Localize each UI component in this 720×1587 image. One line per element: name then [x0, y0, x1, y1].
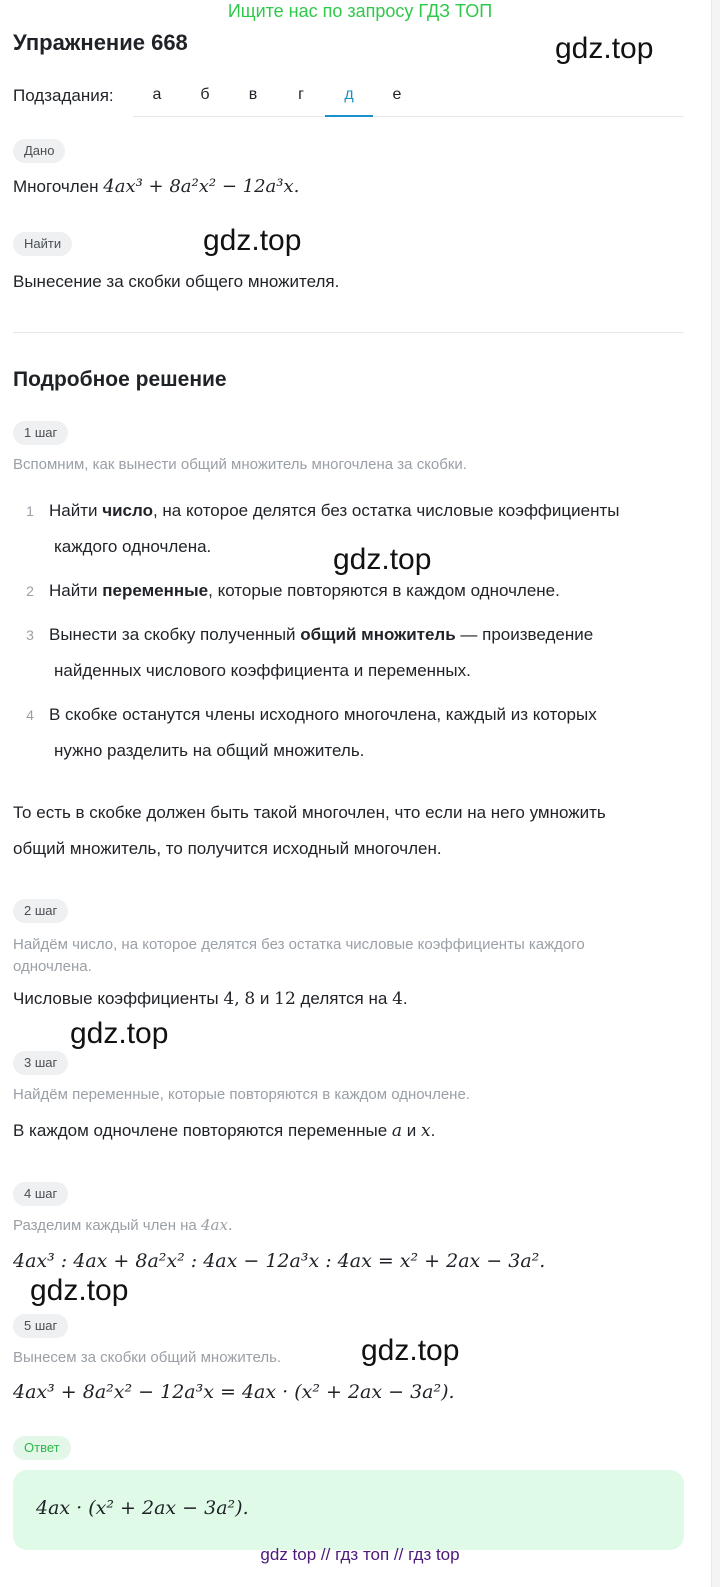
list-item-text: Вынести за скобку полученный [49, 625, 301, 644]
text: В каждом одночлене повторяются переменные [13, 1121, 388, 1140]
tab-d[interactable]: д [325, 78, 373, 116]
list-item-text: В скобке останутся члены исходного многочлена, каждый из которых [49, 705, 597, 724]
tab-b[interactable]: б [200, 86, 210, 103]
list-item-text: — произведение [455, 625, 594, 644]
divider [13, 332, 684, 333]
answer-chip: Ответ [13, 1436, 71, 1460]
answer-box [13, 1470, 684, 1550]
hint-text: Разделим каждый член на [13, 1217, 197, 1234]
subtasks-label: Подзадания: [13, 86, 114, 105]
step2-text [13, 989, 408, 1009]
given-text: Многочлен [13, 177, 99, 196]
text: и [406, 1121, 417, 1140]
list-item-bold: общий множитель [300, 625, 456, 644]
text: . [430, 1121, 436, 1140]
watermark: gdz.top [30, 1274, 129, 1307]
step1-hint: Вспомним, как вынести общий множитель многочлена за скобки. [13, 456, 467, 473]
number: 4 [392, 989, 403, 1009]
paragraph-line: общий множитель, то получится исходный многочлен. [13, 839, 442, 858]
given-chip: Дано [13, 139, 65, 163]
step1-chip: 1 шаг [13, 421, 68, 445]
step4-expression: 4ax³ : 4ax + 8a²x² : 4ax − 12a³x : 4ax = x² + 2ax − 3a². [13, 1250, 546, 1272]
list-item-continuation: нужно разделить на общий множитель. [54, 741, 365, 760]
answer-expression: 4ax · (x² + 2ax − 3a²). [36, 1497, 249, 1519]
hint-line: Найдём число, на которое делятся без остатка числовые коэффициенты каждого [13, 936, 585, 953]
step5-chip: 5 шаг [13, 1314, 68, 1338]
step4-hint [13, 1216, 233, 1234]
given-expression: 4ax³ + 8a²x² − 12a³x. [103, 176, 300, 197]
scrollbar[interactable] [711, 0, 720, 1587]
list-item [22, 697, 662, 769]
separator: , [234, 989, 240, 1009]
footer-links[interactable]: gdz top // гдз топ // гдз top [260, 1545, 460, 1564]
list-item [22, 617, 662, 689]
tab-a[interactable]: а [152, 86, 162, 103]
step3-text [13, 1121, 435, 1141]
watermark: gdz.top [203, 224, 302, 257]
list-item-number: 2 [26, 583, 34, 599]
variable: a [391, 1121, 403, 1141]
text: и [259, 989, 270, 1008]
find-chip: Найти [13, 232, 72, 256]
paragraph-line: То есть в скобке должен быть такой многочлен, что если на него умножить [13, 803, 606, 822]
tab-g[interactable]: г [298, 86, 304, 103]
number: 8 [244, 989, 256, 1009]
list-item-number: 3 [26, 627, 34, 643]
step3-chip: 3 шаг [13, 1051, 68, 1075]
list-item-text: , на которое делятся без остатка числовые коэффициенты [152, 501, 620, 520]
given-statement [13, 176, 299, 197]
number: 4 [223, 989, 235, 1009]
step5-expression: 4ax³ + 8a²x² − 12a³x = 4ax · (x² + 2ax − 3a²). [13, 1381, 455, 1403]
watermark: gdz.top [333, 543, 432, 576]
list-item-text: Найти [49, 501, 103, 520]
step5-hint: Вынесем за скобки общий множитель. [13, 1349, 282, 1366]
step3-hint: Найдём переменные, которые повторяются в каждом одночлене. [13, 1086, 470, 1103]
list-item-text: , которые повторяются в каждом одночлене. [208, 581, 560, 600]
list-item-text: Найти [49, 581, 103, 600]
watermark: gdz.top [361, 1334, 460, 1367]
step2-chip: 2 шаг [13, 899, 68, 923]
page-title: Упражнение 668 [13, 30, 188, 55]
text: Числовые коэффициенты [13, 989, 219, 1008]
list-item-number: 4 [26, 707, 34, 723]
list-item [22, 573, 662, 609]
list-item-continuation: каждого одночлена. [54, 537, 212, 556]
step2-hint [13, 934, 585, 978]
top-banner: Ищите нас по запросу ГДЗ ТОП [227, 1, 493, 21]
tab-e[interactable]: е [392, 86, 402, 103]
list-item-continuation: найденных числового коэффициента и переменных. [54, 661, 471, 680]
watermark: gdz.top [70, 1017, 169, 1050]
hint-line: одночлена. [13, 958, 92, 975]
watermark: gdz.top [555, 32, 654, 65]
text: делятся на [300, 989, 388, 1008]
list-item-bold: переменные [102, 581, 209, 600]
number: 12 [274, 989, 296, 1009]
list-item-number: 1 [26, 503, 34, 519]
find-text: Вынесение за скобки общего множителя. [13, 272, 340, 291]
list-item-bold: число [102, 501, 153, 520]
text: . [402, 989, 408, 1008]
hint-expression: 4ax. [200, 1216, 233, 1234]
subtasks-tabs [133, 78, 684, 117]
step4-chip: 4 шаг [13, 1182, 68, 1206]
step1-paragraph [13, 795, 673, 867]
solution-title: Подробное решение [13, 368, 227, 391]
variable: x [421, 1121, 431, 1141]
tab-v[interactable]: в [248, 86, 258, 103]
